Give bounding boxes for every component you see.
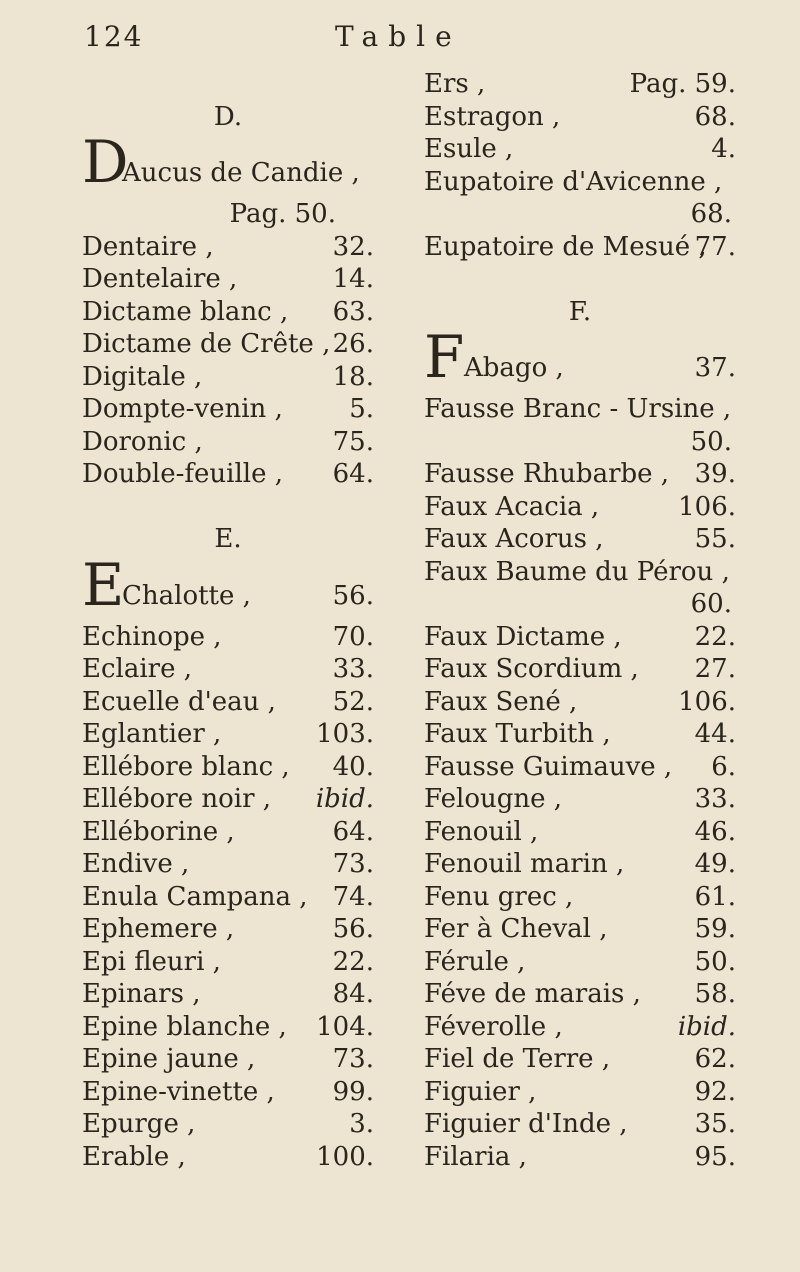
- list-item: [82, 751, 374, 784]
- entry-page: 75.: [332, 426, 374, 457]
- list-item: [424, 881, 736, 914]
- entry-name: Endive ,: [82, 849, 190, 879]
- entry-page: 106.: [678, 686, 736, 717]
- list-item: [82, 816, 374, 849]
- entry-name: Faux Dictame ,: [424, 621, 622, 652]
- entry-page: 58.: [694, 979, 736, 1009]
- page-title: Table: [335, 20, 462, 53]
- entry-page: 64.: [332, 816, 374, 847]
- list-item: [82, 783, 374, 816]
- list-item: [82, 328, 374, 361]
- entry-name: Elléborine ,: [82, 816, 235, 847]
- entry-page: 46.: [694, 816, 736, 847]
- entry-name: Epine blanche ,: [82, 1011, 287, 1042]
- list-item: [424, 133, 736, 166]
- entry-name: Erable ,: [82, 1141, 186, 1172]
- entry-name: Faux Turbith ,: [424, 719, 611, 749]
- entry-name: Fausse Guimauve ,: [424, 751, 673, 782]
- entry-name: Fenouil marin ,: [424, 849, 625, 879]
- entry-page: 32.: [332, 231, 374, 262]
- list-item: [424, 68, 736, 101]
- entry-name: Férule ,: [424, 946, 526, 977]
- entry-page: ibid.: [677, 1011, 736, 1042]
- e-entries: [82, 621, 374, 1174]
- entry-name: Estragon ,: [424, 101, 561, 132]
- entry-name: Ellébore blanc ,: [82, 751, 290, 782]
- entry-name: Faux Acorus ,: [424, 524, 604, 554]
- f-entries-b: [424, 621, 736, 1174]
- list-item: [424, 718, 736, 751]
- list-item: [82, 1043, 374, 1076]
- list-item: [424, 101, 736, 134]
- list-item: [424, 523, 736, 556]
- entry-page: 3.: [349, 1109, 374, 1139]
- entry-name: Ephemere ,: [82, 914, 235, 944]
- entry-name: Dictame blanc ,: [82, 296, 289, 327]
- entry-name: Doronic ,: [82, 426, 203, 457]
- list-item: [82, 231, 374, 264]
- drop-capital-f: F: [424, 323, 465, 391]
- entry-name: Féverolle ,: [424, 1011, 563, 1042]
- entry-name: Digitale ,: [82, 361, 203, 392]
- list-item: [424, 491, 736, 524]
- list-item: [82, 128, 374, 198]
- entry-page: 62.: [694, 1044, 736, 1074]
- left-column: [82, 68, 374, 1173]
- entry-page: 59.: [694, 914, 736, 944]
- entry-page: 73.: [332, 849, 374, 879]
- entry-name: Dentaire ,: [82, 231, 214, 262]
- list-item: [82, 718, 374, 751]
- entry-name: Epurge ,: [82, 1109, 196, 1139]
- entry-page: 4.: [711, 134, 736, 164]
- entry-name: Esule ,: [424, 134, 514, 164]
- list-item: [82, 686, 374, 719]
- drop-capital-e: E: [82, 550, 125, 619]
- entry-name: Eupatoire de Mesué ,: [424, 231, 707, 262]
- entry-page: ibid.: [315, 784, 374, 814]
- entry-page: 35.: [694, 1109, 736, 1139]
- entry-name: Dompte-venin ,: [82, 394, 283, 424]
- entry-page: 73.: [332, 1044, 374, 1074]
- list-item: [424, 621, 736, 654]
- entry-page: 68.: [690, 199, 732, 229]
- entry-name: Aucus de Candie ,: [122, 158, 360, 188]
- list-item: [82, 393, 374, 426]
- list-item: [82, 978, 374, 1011]
- list-item: [424, 458, 736, 491]
- list-item: [424, 556, 736, 589]
- list-item: [82, 296, 374, 329]
- list-item: [424, 1011, 736, 1044]
- list-item: [82, 1108, 374, 1141]
- list-item: [424, 913, 736, 946]
- entry-name: Fenu grec ,: [424, 881, 574, 912]
- page-number: 124: [84, 20, 144, 53]
- entry-page: 92.: [694, 1076, 736, 1107]
- entry-name: Eupatoire d'Avicenne ,: [424, 166, 723, 197]
- list-item: [82, 426, 374, 459]
- entry-page: Pag. 50.: [229, 199, 336, 229]
- entry-name: Figuier ,: [424, 1076, 537, 1107]
- entry-page: 99.: [332, 1076, 374, 1107]
- entry-page: 60.: [690, 589, 732, 619]
- entry-page: 56.: [332, 914, 374, 944]
- entry-name: Eglantier ,: [82, 719, 222, 749]
- entry-name: Epine-vinette ,: [82, 1076, 275, 1107]
- entry-page: 84.: [332, 979, 374, 1009]
- entry-page: 14.: [332, 264, 374, 294]
- entry-page: 39.: [694, 459, 736, 489]
- spacer-row: [82, 491, 374, 524]
- list-item: [424, 393, 736, 426]
- entry-name: Epinars ,: [82, 979, 201, 1009]
- entry-page: 33.: [332, 654, 374, 684]
- entry-page: 5.: [349, 394, 374, 424]
- list-item: [82, 848, 374, 881]
- entry-page: 61.: [694, 881, 736, 912]
- entry-name: Féve de marais ,: [424, 979, 641, 1009]
- entry-name: Faux Acacia ,: [424, 491, 600, 522]
- spacer-row: [82, 68, 374, 101]
- entry-page: 33.: [694, 784, 736, 814]
- list-item: [424, 231, 736, 264]
- entry-page: 49.: [694, 849, 736, 879]
- list-item: [424, 653, 736, 686]
- entry-page: 6.: [711, 751, 736, 782]
- entry-page: 18.: [332, 361, 374, 392]
- entry-page: 103.: [316, 719, 374, 749]
- section-heading-f: F.: [568, 296, 592, 327]
- entry-page: 74.: [332, 881, 374, 912]
- list-item: [82, 550, 374, 621]
- list-item: [82, 881, 374, 914]
- entry-page: 26.: [332, 329, 374, 359]
- entry-page: 104.: [316, 1011, 374, 1042]
- entry-name: Eclaire ,: [82, 654, 193, 684]
- entry-page: Pag. 59.: [629, 69, 736, 99]
- entry-page: 100.: [316, 1141, 374, 1172]
- drop-capital-d: D: [82, 128, 129, 196]
- list-item: [82, 1076, 374, 1109]
- entry-name: Dentelaire ,: [82, 264, 238, 294]
- list-item: [424, 323, 736, 393]
- entry-page: 64.: [332, 459, 374, 489]
- entry-page: 77.: [694, 231, 736, 262]
- entry-name: Fer à Cheval ,: [424, 914, 608, 944]
- entry-page: 55.: [694, 524, 736, 554]
- list-item: [82, 1011, 374, 1044]
- entry-page: 50.: [694, 946, 736, 977]
- d-entries: [82, 231, 374, 491]
- spacer-row: [424, 263, 736, 296]
- list-item: [82, 361, 374, 394]
- entry-name: Ers ,: [424, 69, 486, 99]
- list-item: [424, 751, 736, 784]
- list-item: [424, 1076, 736, 1109]
- entry-page: 27.: [694, 654, 736, 684]
- list-item: [424, 848, 736, 881]
- list-item: [424, 946, 736, 979]
- entry-name: Ecuelle d'eau ,: [82, 686, 276, 717]
- entry-name: Filaria ,: [424, 1141, 527, 1172]
- entry-name: Fausse Branc - Ursine ,: [424, 394, 732, 424]
- entry-name: Fiel de Terre ,: [424, 1044, 611, 1074]
- entry-page: 106.: [678, 491, 736, 522]
- entry-page: 22.: [694, 621, 736, 652]
- section-heading-e: E.: [214, 524, 242, 554]
- list-item: [424, 686, 736, 719]
- list-item: [82, 621, 374, 654]
- entry-page: 56.: [332, 580, 374, 611]
- entry-name: Fausse Rhubarbe ,: [424, 459, 670, 489]
- list-item: [82, 263, 374, 296]
- entry-name: Epi fleuri ,: [82, 946, 221, 977]
- entry-name: Epine jaune ,: [82, 1044, 256, 1074]
- entry-page: 95.: [694, 1141, 736, 1172]
- entry-name: Abago ,: [464, 353, 564, 383]
- entry-name: Dictame de Crête ,: [82, 329, 331, 359]
- entry-name: Figuier d'Inde ,: [424, 1109, 628, 1139]
- entry-page: 68.: [694, 101, 736, 132]
- entry-page: 40.: [332, 751, 374, 782]
- list-item: [424, 816, 736, 849]
- entry-page: 22.: [332, 946, 374, 977]
- entry-page: 52.: [332, 686, 374, 717]
- entry-name: Faux Scordium ,: [424, 654, 639, 684]
- e-entries-continued: [424, 68, 736, 166]
- list-item: [424, 1108, 736, 1141]
- entry-name: Enula Campana ,: [82, 881, 308, 912]
- entry-name: Ellébore noir ,: [82, 784, 272, 814]
- list-item: [424, 978, 736, 1011]
- entry-name: Echinope ,: [82, 621, 222, 652]
- section-heading-d: D.: [213, 101, 243, 132]
- entry-page: 50.: [690, 426, 732, 457]
- list-item: [424, 166, 736, 199]
- list-item: [82, 946, 374, 979]
- list-item: [424, 1043, 736, 1076]
- f-entries-a: [424, 458, 736, 556]
- entry-name: Felougne ,: [424, 784, 563, 814]
- list-item: [82, 913, 374, 946]
- entry-page: 70.: [332, 621, 374, 652]
- entry-page: 44.: [694, 719, 736, 749]
- list-item: [82, 653, 374, 686]
- list-item: [424, 1141, 736, 1174]
- entry-page: 37.: [694, 353, 736, 383]
- list-item: [82, 458, 374, 491]
- right-column: [424, 68, 736, 1173]
- entry-name: Chalotte ,: [122, 580, 251, 611]
- entry-name: Faux Sené ,: [424, 686, 578, 717]
- entry-name: Fenouil ,: [424, 816, 539, 847]
- entry-name: Faux Baume du Pérou ,: [424, 556, 730, 587]
- entry-name: Double-feuille ,: [82, 459, 283, 489]
- list-item: [424, 783, 736, 816]
- entry-page: 63.: [332, 296, 374, 327]
- list-item: [82, 1141, 374, 1174]
